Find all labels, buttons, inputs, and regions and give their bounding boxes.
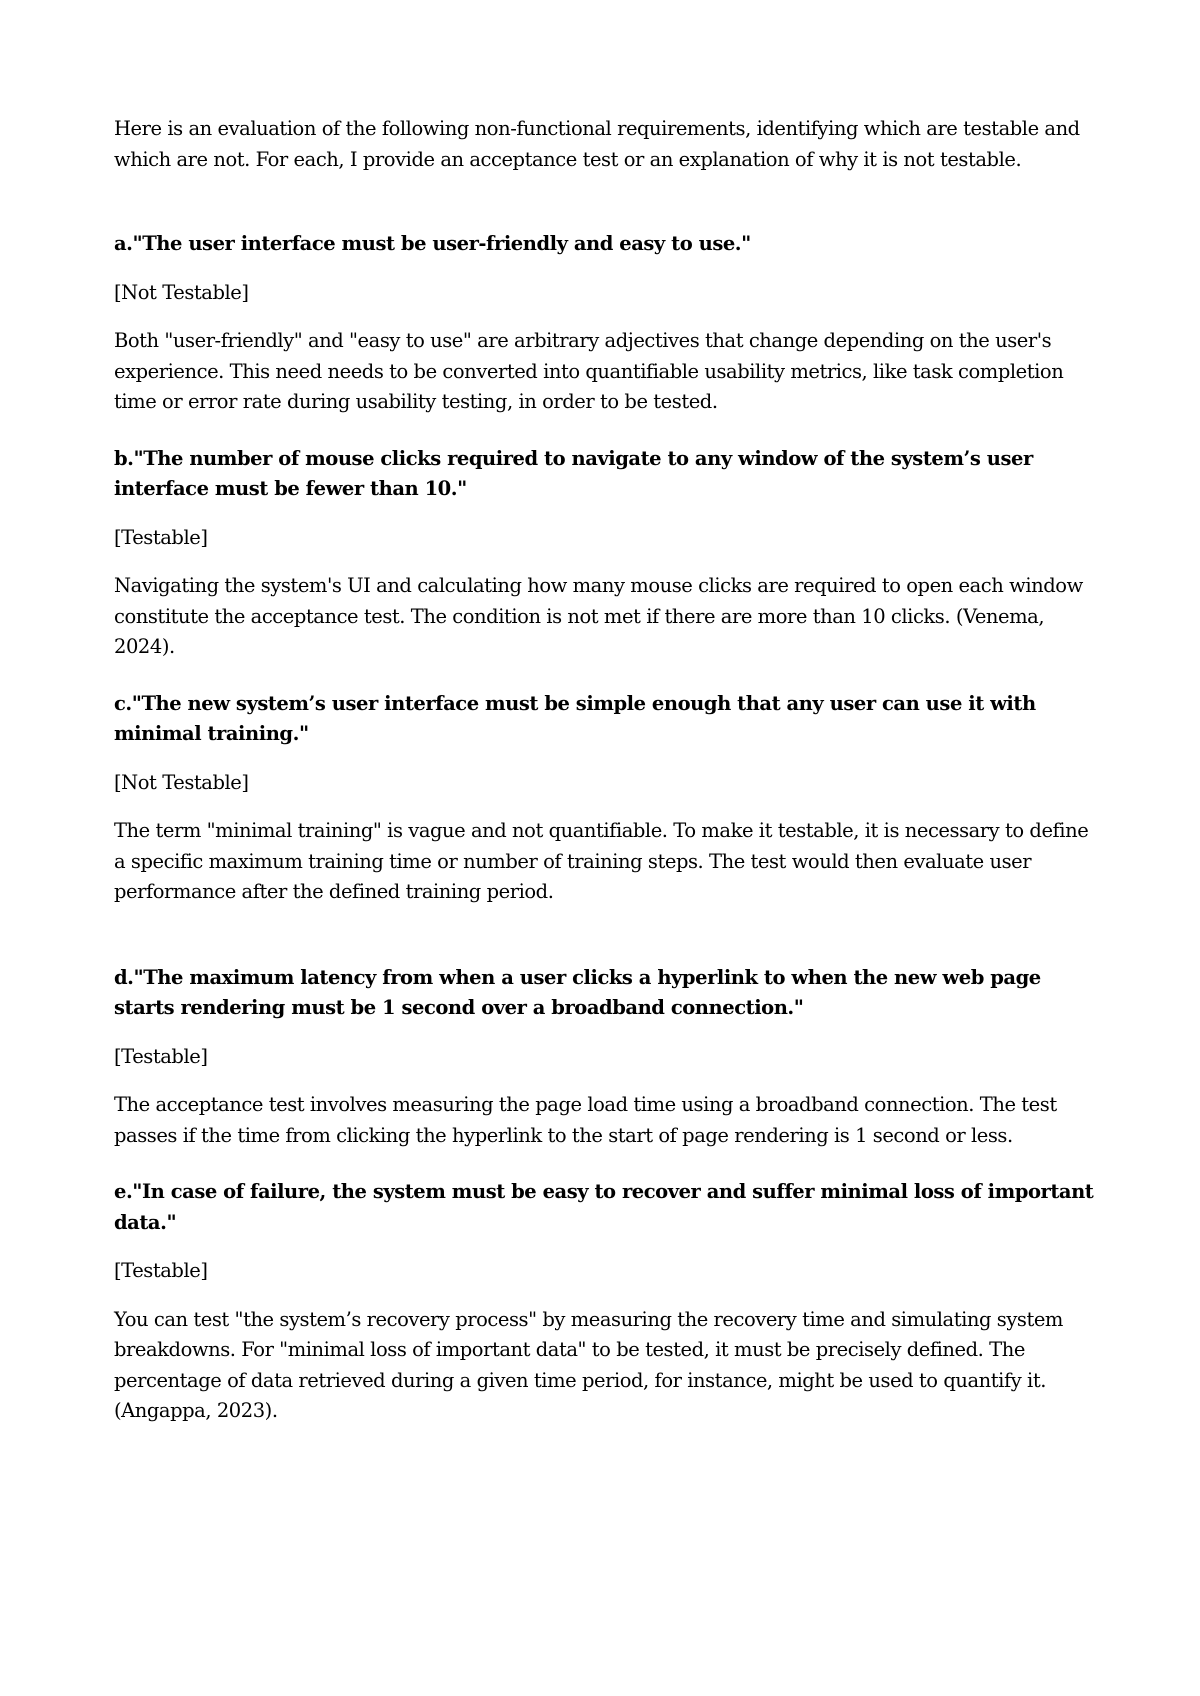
requirement-heading: a."The user interface must be user-friendly and easy to use." [114,232,751,255]
document-body [114,114,1094,1453]
requirement-e [114,1177,1094,1427]
testability-status: [Testable] [114,1259,208,1282]
testability-status: [Testable] [114,525,208,549]
requirement-heading: b."The number of mouse clicks required to navigate to any window of the system’s user interface must be fewer than 10." [114,446,1033,500]
testability-status: [Not Testable] [114,280,249,304]
requirement-explanation: Navigating the system's UI and calculating how many mouse clicks are required to open each window constitute the acceptance test. The condition is not met if there are more than 10 clicks. (Venema, 2024). [114,574,1083,658]
intro-paragraph: Here is an evaluation of the following non-functional requirements, identifying which are testable and which are not. For each, I provide an acceptance test or an explanation of why it is not testable. [114,117,1080,171]
requirement-explanation: The acceptance test involves measuring the page load time using a broadband connection. The test passes if the time from clicking the hyperlink to the start of page rendering is 1 second or less. [114,1093,1057,1147]
testability-status: [Testable] [114,1044,208,1068]
requirement-d [114,963,1094,1152]
requirement-explanation: You can test "the system’s recovery process" by measuring the recovery time and simulating system breakdowns. For "minimal loss of important data" to be tested, it must be precisely defined. The percentage of data retrieved during a given time period, for instance, might be used to quantify it. (Angappa, 2023). [114,1307,1063,1422]
testability-status: [Not Testable] [114,770,249,794]
requirement-b [114,444,1094,663]
requirement-a [114,229,1094,418]
requirement-heading: e."In case of failure, the system must be easy to recover and suffer minimal loss of important data." [114,1180,1094,1234]
requirement-heading: d."The maximum latency from when a user clicks a hyperlink to when the new web page starts rendering must be 1 second over a broadband connection." [114,965,1041,1019]
requirement-explanation: Both "user-friendly" and "easy to use" are arbitrary adjectives that change depending on the user's experience. This need needs to be converted into quantifiable usability metrics, like task completion time or error rate during usability testing, in order to be tested. [114,329,1064,413]
requirement-heading: c."The new system’s user interface must be simple enough that any user can use it with minimal training." [114,691,1036,745]
requirement-c [114,689,1094,908]
requirement-explanation: The term "minimal training" is vague and not quantifiable. To make it testable, it is necessary to define a specific maximum training time or number of training steps. The test would then evaluate user performance after the defined training period. [114,819,1089,903]
